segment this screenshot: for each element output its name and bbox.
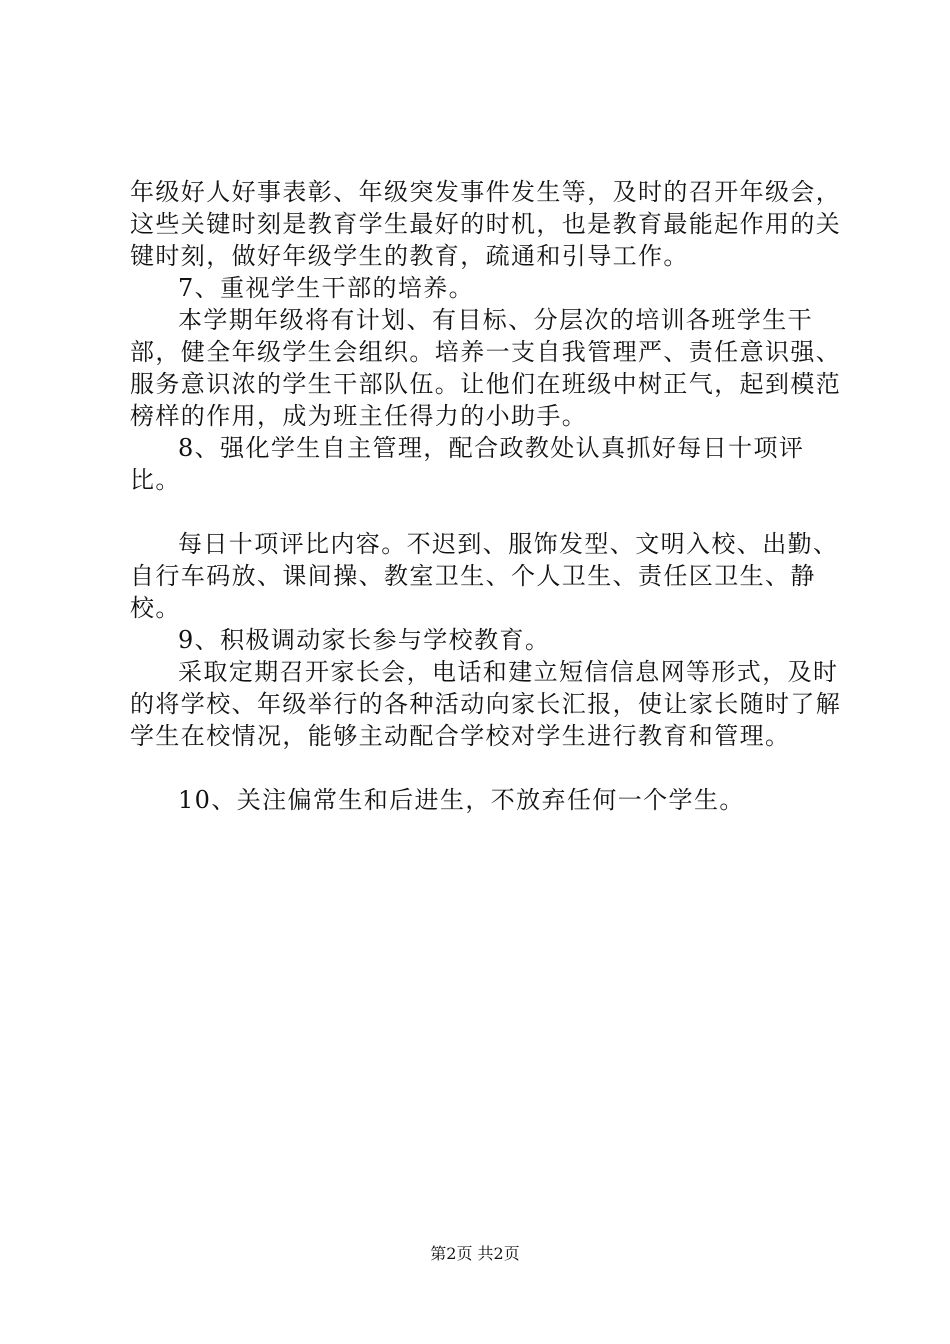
page-footer <box>0 1244 950 1264</box>
paragraph-item-7: 本学期年级将有计划、有目标、分层次的培训各班学生干部，健全年级学生会组织。培养一支自我管理严、责任意识强、服务意识浓的学生干部队伍。让他们在班级中树正气，起到模范榜样的作用，成为班主任得力的小助手。 <box>130 306 842 430</box>
heading-item-10: 10、关注偏常生和后进生，不放弃任何一个学生。 <box>178 786 745 814</box>
paragraph-intro: 年级好人好事表彰、年级突发事件发生等，及时的召开年级会，这些关键时刻是教育学生最好的时机，也是教育最能起作用的关键时刻，做好年级学生的教育，疏通和引导工作。 <box>130 178 842 270</box>
heading-item-8: 8、强化学生自主管理，配合政教处认真抓好每日十项评比。 <box>130 434 805 494</box>
page-number-label: 第2页 共2页 <box>430 1244 520 1263</box>
paragraph-item-8: 每日十项评比内容。不迟到、服饰发型、文明入校、出勤、自行车码放、课间操、教室卫生、个人卫生、责任区卫生、静校。 <box>130 530 839 622</box>
heading-item-9: 9、积极调动家长参与学校教育。 <box>178 626 551 654</box>
heading-item-7: 7、重视学生干部的培养。 <box>178 274 475 302</box>
document-body <box>130 176 842 816</box>
paragraph-item-9: 采取定期召开家长会，电话和建立短信信息网等形式，及时的将学校、年级举行的各种活动向家长汇报，使让家长随时了解学生在校情况，能够主动配合学校对学生进行教育和管理。 <box>130 658 842 750</box>
